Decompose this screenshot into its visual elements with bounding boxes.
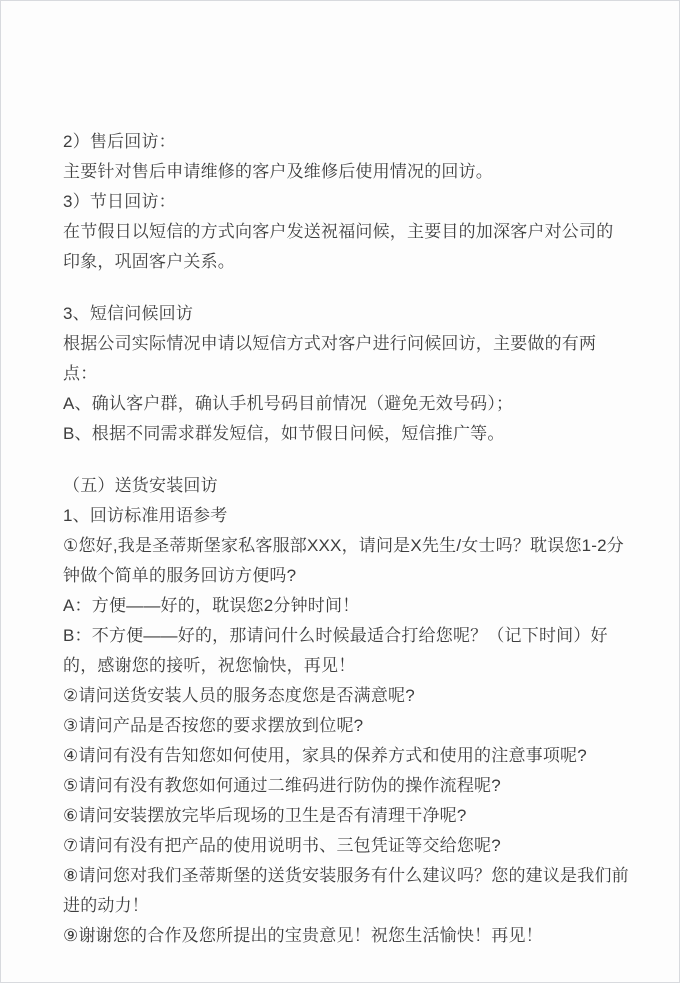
script-step-2-attitude-question: ②请问送货安装人员的服务态度您是否满意呢? [63,686,415,705]
script-step-9-closing: ⑨谢谢您的合作及您所提出的宝贵意见！祝您生活愉快！再见！ [63,926,543,945]
section-5-delivery-install-visit-heading: （五）送货安装回访 [63,476,218,495]
script-step-1-option-a: A：方便——好的，耽误您2分钟时间！ [63,596,360,615]
script-step-3-placement-question: ③请问产品是否按您的要求摆放到位呢? [63,716,364,735]
sms-point-b: B、根据不同需求群发短信，如节假日问候，短信推广等。 [63,424,505,443]
script-step-1-option-b: B：不方便——好的，那请问什么时候最适合打给您呢？（记下时间）好的，感谢您的接听，祝您愉快，再见！ [63,626,608,675]
standard-script-heading: 1、回访标准用语参考 [63,506,228,525]
script-step-7-manual-warranty-question: ⑦请问有没有把产品的使用说明书、三包凭证等交给您呢? [63,836,501,855]
script-step-1-greeting: ①您好,我是圣蒂斯堡家私客服部XXX，请问是X先生/女士吗？耽误您1-2分钟做个简单的服务回访方便吗? [63,536,625,585]
script-step-6-cleanup-question: ⑥请问安装摆放完毕后现场的卫生是否有清理干净呢? [63,806,467,825]
sms-greeting-description: 根据公司实际情况申请以短信方式对客户进行问候回访，主要做的有两点： [63,334,597,383]
festival-visit-description: 在节假日以短信的方式向客户发送祝福问候，主要目的加深客户对公司的印象，巩固客户关系。 [63,222,614,271]
document-text-body [63,127,629,951]
list-item-2-aftersales-visit-heading: 2）售后回访： [63,132,176,151]
aftersales-visit-description: 主要针对售后申请维修的客户及维修后使用情况的回访。 [63,162,493,181]
script-step-4-usage-care-question: ④请问有没有告知您如何使用，家具的保养方式和使用的注意事项呢? [63,746,587,765]
script-step-5-qrcode-question: ⑤请问有没有教您如何通过二维码进行防伪的操作流程呢? [63,776,501,795]
section-3-sms-greeting-heading: 3、短信问候回访 [63,304,194,323]
list-item-3-festival-visit-heading: 3）节日回访： [63,192,176,211]
script-step-8-suggestion-question: ⑧请问您对我们圣蒂斯堡的送货安装服务有什么建议吗？您的建议是我们前进的动力！ [63,866,629,915]
sms-point-a: A、确认客户群，确认手机号码目前情况（避免无效号码）； [63,394,514,413]
